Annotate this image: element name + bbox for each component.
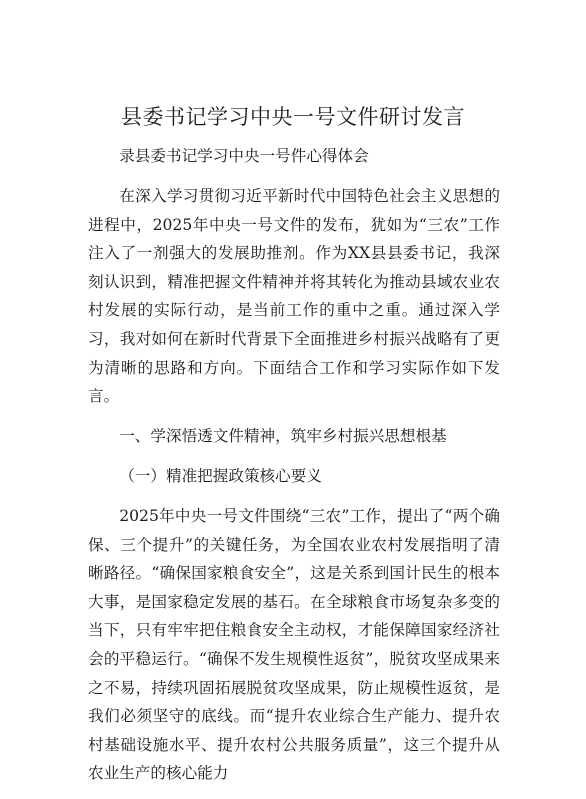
subsection-heading: （一）精准把握政策核心要义	[119, 467, 322, 486]
document-body	[88, 142, 500, 799]
document-title: 县委书记学习中央一号文件研讨发言	[121, 105, 465, 129]
paragraph-policy: 2025年中央一号文件围绕“三农”工作，提出了“两个确保、三个提升”的关键任务，为全国农业农村发展指明了清晰路径。“确保国家粮食安全”，这是关系到国计民生的根本大事，是国家稳定发展的基石。在全球粮食市场复杂多变的当下，只有牢牢把住粮食安全主动权，才能保障国家经济社会的平稳运行。“确保不发生规模性返贫”，脱贫攻坚成果来之不易，持续巩固拓展脱贫攻坚成果，防止规模性返贫，是我们必须坚守的底线。而“提升农业综合生产能力、提升农村基础设施水平、提升农村公共服务质量”，这三个提升从农业生产的核心能力	[88, 507, 500, 783]
paragraph-intro: 在深入学习贯彻习近平新时代中国特色社会主义思想的进程中，2025年中央一号文件的发布，犹如为“三农”工作注入了一剂强大的发展助推剂。作为XX县县委书记，我深刻认识到，精准把握文件精神并将其转化为推动县域农业农村发展的实际行动，是当前工作的重中之重。通过深入学习，我对如何在新时代背景下全面推进乡村振兴战略有了更为清晰的思路和方向。下面结合工作和学习实际作如下发言。	[88, 186, 500, 406]
section-heading: 一、学深悟透文件精神，筑牢乡村振兴思想根基	[119, 427, 447, 446]
document-subtitle: 录县委书记学习中央一号件心得体会	[119, 147, 369, 165]
